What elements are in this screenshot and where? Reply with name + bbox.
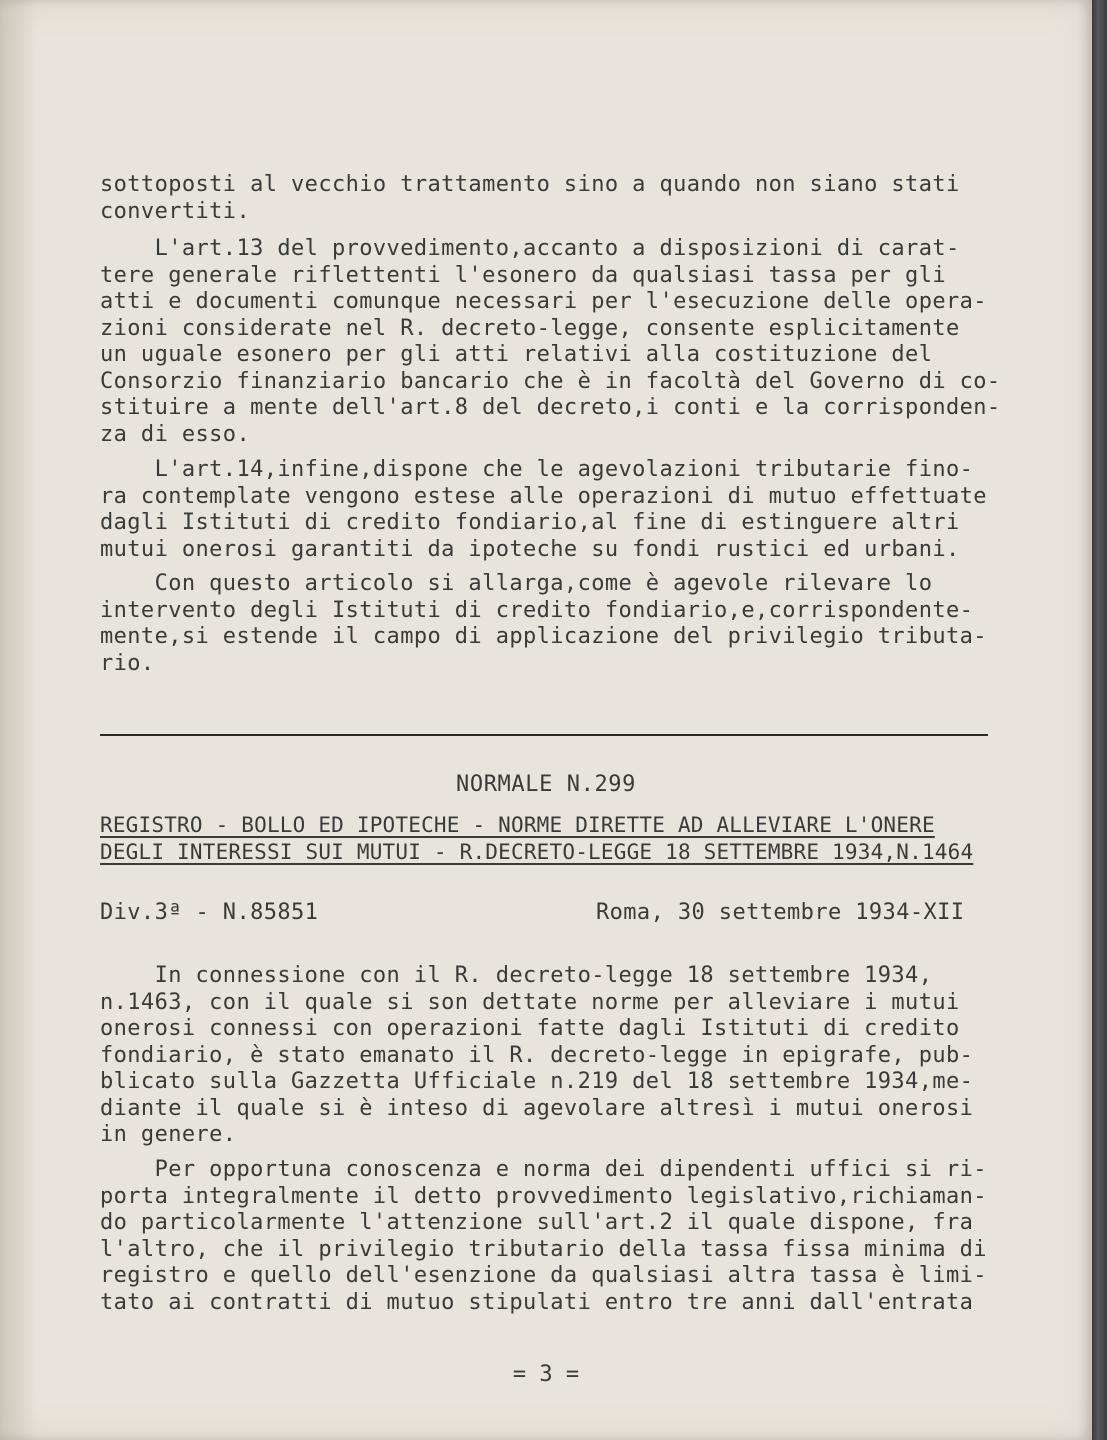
text-line: L'art.13 del provvedimento,accanto a disposizioni di carat-	[100, 236, 960, 261]
text-line: intervento degli Istituti di credito fondiario,e,corrispondente-	[100, 597, 974, 623]
text-line: Consorzio finanziario bancario che è in facoltà del Governo di co-	[100, 368, 1001, 394]
text-line: Per opportuna conoscenza e norma dei dipendenti uffici si ri-	[100, 1157, 987, 1182]
paragraph	[100, 1157, 987, 1316]
page-number: = 3 =	[512, 1362, 580, 1387]
text-line: sottoposti al vecchio trattamento sino a quando non siano stati	[100, 172, 960, 197]
text-line: L'art.14,infine,dispone che le agevolazioni tributarie fino-	[100, 457, 974, 482]
text-line: mutui onerosi garantiti da ipoteche su fondi rustici ed urbani.	[100, 536, 960, 562]
text-line: n.1463, con il quale si son dettate norme per alleviare i mutui	[100, 989, 960, 1015]
text-line: atti e documenti comunque necessari per l'esecuzione delle opera-	[100, 289, 987, 314]
text-line: in genere.	[100, 1122, 237, 1147]
binding-shadow	[0, 0, 38, 1440]
text-line: l'altro, che il privilegio tributario della tassa fissa minima di	[100, 1236, 987, 1262]
paragraph	[100, 571, 987, 677]
text-line: stituire a mente dell'art.8 del decreto,i conti e la corrisponden-	[100, 395, 1001, 420]
paragraph	[100, 236, 1001, 448]
text-line: In connessione con il R. decreto-legge 18 settembre 1934,	[100, 963, 933, 988]
text-line: fondiario, è stato emanato il R. decreto-legge in epigrafe, pub-	[100, 1042, 974, 1068]
text-line: ra contemplate vengono estese alle operazioni di mutuo effettuate	[100, 483, 987, 509]
text-line: rio.	[100, 650, 155, 676]
subject-line: DEGLI INTERESSI SUI MUTUI - R.DECRETO-LEGGE 18 SETTEMBRE 1934,N.1464	[100, 840, 974, 864]
place-date: Roma, 30 settembre 1934-XII	[596, 900, 965, 925]
normale-heading: NORMALE N.299	[456, 772, 636, 797]
paragraph	[100, 963, 980, 1149]
text-line: diante il quale si è inteso di agevolare altresì i mutui onerosi	[100, 1095, 974, 1121]
text-line: Con questo articolo si allarga,come è agevole rilevare lo	[100, 571, 933, 596]
text-line: za di esso.	[100, 421, 251, 447]
text-line: onerosi connessi con operazioni fatte dagli Istituti di credito	[100, 1016, 960, 1041]
text-line: mente,si estende il campo di applicazione del privilegio tributa-	[100, 624, 987, 649]
text-line: blicato sulla Gazzetta Ufficiale n.219 del 18 settembre 1934,me-	[100, 1069, 974, 1094]
subject-line: REGISTRO - BOLLO ED IPOTECHE - NORME DIRETTE AD ALLEVIARE L'ONERE	[100, 813, 935, 837]
text-line: tere generale riflettenti l'esonero da qualsiasi tassa per gli	[100, 262, 946, 288]
book-edge	[1092, 0, 1107, 1440]
text-line: zioni considerate nel R. decreto-legge, consente esplicitamente	[100, 315, 960, 341]
text-line: convertiti.	[100, 198, 251, 224]
text-line: registro e quello dell'esenzione da qualsiasi altra tassa è limi-	[100, 1263, 987, 1288]
text-line: porta integralmente il detto provvedimento legislativo,richiaman-	[100, 1183, 987, 1209]
paragraph	[100, 457, 987, 563]
paragraph	[100, 172, 980, 225]
text-line: tato ai contratti di mutuo stipulati entro tre anni dall'entrata	[100, 1289, 974, 1315]
text-line: do particolarmente l'attenzione sull'art.2 il quale dispone, fra	[100, 1210, 974, 1235]
text-line: dagli Istituti di credito fondiario,al fine di estinguere altri	[100, 510, 960, 535]
text-line: un uguale esonero per gli atti relativi alla costituzione del	[100, 342, 933, 367]
section-divider	[100, 734, 988, 736]
division-reference: Div.3ª - N.85851	[100, 900, 319, 925]
